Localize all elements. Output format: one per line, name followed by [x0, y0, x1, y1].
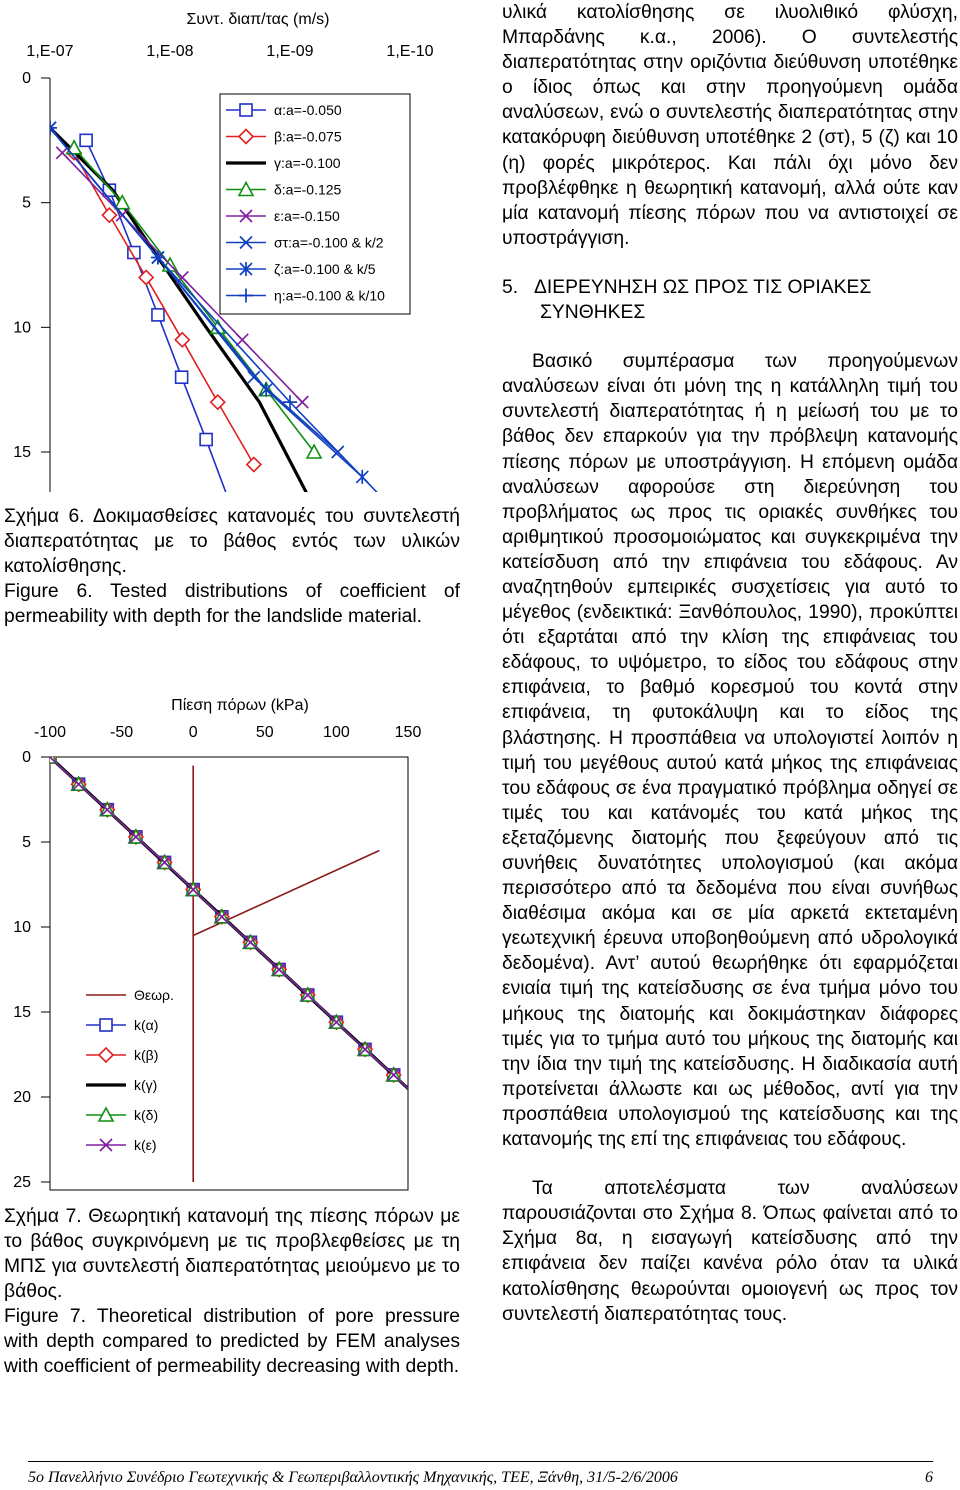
- legend-label: ε:a=-0.150: [274, 208, 340, 224]
- data-point: [445, 1122, 457, 1134]
- y-tick-label: 0: [22, 70, 31, 87]
- figure-7-caption-english: Figure 7. Theoretical distribution of pore pressure with depth compared to predicted by FEM analyses with coefficient of permeability decreasing with depth.: [4, 1306, 460, 1377]
- data-point: [416, 1096, 428, 1108]
- legend-label: k(γ): [134, 1077, 158, 1093]
- right-column-text: [502, 0, 958, 1327]
- y-tick-label: 5: [22, 194, 31, 212]
- data-point: [444, 1121, 458, 1135]
- y-tick-label: 15: [13, 1004, 31, 1021]
- data-point: [415, 1095, 429, 1109]
- x-tick-label: 100: [323, 724, 350, 741]
- data-point: [416, 1096, 428, 1108]
- x-tick-label: 1,E-10: [386, 43, 434, 60]
- footer-conference: 5ο Πανελλήνιο Συνέδριο Γεωτεχνικής & Γεωπεριβαλλοντικής Μηχανικής, ΤΕΕ, Ξάνθη, 31/5-2/6/2006: [28, 1469, 678, 1486]
- section-title-line-1: ΔΙΕΡΕΥΝΗΣΗ ΩΣ ΠΡΟΣ ΤΙΣ ΟΡΙΑΚΕΣ: [534, 276, 872, 298]
- legend-label: k(δ): [134, 1107, 159, 1123]
- legend-label: β:a=-0.075: [274, 128, 342, 145]
- footer-divider: [28, 1461, 933, 1462]
- data-point: [415, 1095, 429, 1108]
- x-tick-label: 1,E-09: [266, 43, 314, 60]
- legend-label: γ:a=-0.100: [274, 155, 341, 171]
- y-tick-label: 5: [22, 834, 31, 851]
- legend-swatch-marker: [100, 1019, 112, 1031]
- page-number: 6: [925, 1469, 933, 1486]
- section-number: 5.: [502, 276, 519, 298]
- x-tick-label: 1,E-08: [146, 43, 194, 60]
- x-tick-label: 0: [188, 724, 198, 741]
- y-tick-label: 10: [13, 919, 31, 936]
- section-5-heading: [502, 275, 958, 325]
- data-point: [474, 1149, 480, 1161]
- legend-label: δ:a=-0.125: [274, 181, 342, 198]
- data-point: [473, 1148, 480, 1162]
- legend-label: α:a=-0.050: [274, 102, 342, 118]
- legend-label: k(ε): [134, 1137, 157, 1153]
- chart-title: Συντ. διαπ/τας (m/s): [186, 11, 330, 28]
- x-tick-label: -50: [110, 724, 134, 741]
- legend-label: ζ:a=-0.100 & k/5: [274, 261, 376, 277]
- data-point: [444, 1121, 458, 1134]
- paragraph-2: Βασικό συμπέρασμα των προηγούμενων αναλύσεων είναι ότι μόνη της η κατάλληλη τιμή του συντελεστή διαπερατότητας ή η μείωσή του με το βάθος δεν επαρκούν για την πρόβλεψη κατανομής πίεσης πόρων με υποστράγγιση. Η επόμενη ομάδα αναλύσεων αφορούσε στη διερεύνηση του προβλήματος ως προς τις οριακές συνθήκες του αριθμητικού προσομοιώματος και συγκεκριμένα την κατείσδυση από την επιφάνεια του εδάφους. Αν αναζητηθούν εμπειρικές συσχετίσεις για αυτό το μέγεθος (ενδεικτικά: Ξανθόπουλος, 1990), προκύπτει ότι εξαρτάται από την κλίση της επιφάνειας του εδάφους, το υψόμετρο, το είδος του εδάφους στην επιφάνεια, το βαθμό κορεσμού του κοντά στην επιφάνεια, τη φυτοκάλυψη και το είδος της βλάστησης. Η προσπάθεια να υπολογιστεί λοιπόν η τιμή του μεγέθους αυτού κατά μήκος της επιφάνειας του εδάφους σε ένα πραγματικό πρόβλημα οδηγεί σε τιμές του και κατάνομές του κατά μήκος της εξεταζόμενης διατομής που ξεφεύγουν από τις συνήθεις δυνατότητες υπολογισμού (και ακόμα περισσότερο από τα δεδομένα που είναι συνήθως διαθέσιμα ακόμα και σε μία αρκετά εκτεταμένη γεωτεχνική έρευνα υποβοηθούμενη από υδρολογικά δεδομένα). Αντ’ αυτού θεωρήθηκε ότι εφαρμόζεται ενιαία τιμή της κατείσδυσης σε ένα τμήμα μόνο του μήκους της διατομής και δοκιμάστηκαν διάφορες τιμές για το τμήμα αυτό του μήκους της διατομής και την ίδια την τιμή της κατείσδυσης. Η διαδικασία αυτή προτείνεται άλλωστε και ως μέθοδος, αντί για την προσπάθεια υπολογισμού της κατείσδυσης και της κατανομής της επί της επιφάνειας του εδάφους.: [502, 351, 958, 1151]
- data-point: [445, 1122, 457, 1134]
- x-tick-label: -100: [33, 724, 67, 741]
- figure-7-caption-greek: Σχήμα 7. Θεωρητική κατανομή της πίεσης πόρων με το βάθος συγκρινόμενη με τις προβλεφθείσες με τη ΜΠΣ για συντελεστή διαπερατότητας μειούμενο με το βάθος.: [4, 1206, 460, 1302]
- y-tick-label: 0: [22, 749, 31, 766]
- section-title-line-2: ΣΥΝΘΗΚΕΣ: [540, 302, 646, 324]
- paragraph-3: Τα αποτελέσματα των αναλύσεων παρουσιάζονται στο Σχήμα 8. Όπως φαίνεται από το Σχήμα 8α, η εισαγωγή κατείσδυσης από την επιφάνεια δεν παίζει κανένα ρόλο όταν τα υλικά κατολίσθησης θεωρούνται ομοιογενή ως προς τον συντελεστή διαπερατότητας τους.: [502, 1178, 958, 1325]
- y-tick-label: 15: [13, 444, 31, 461]
- legend-label: k(β): [134, 1047, 159, 1063]
- x-tick-label: 50: [255, 724, 274, 741]
- legend-label: k(α): [134, 1017, 159, 1033]
- figure-6-caption-english: Figure 6. Tested distributions of coefficient of permeability with depth for the landslide material.: [4, 581, 460, 627]
- y-tick-label: 20: [13, 1089, 31, 1106]
- page-footer: [28, 1468, 933, 1488]
- data-point: [473, 1148, 480, 1161]
- data-point: [474, 1149, 480, 1161]
- x-tick-label: 1,E-07: [26, 43, 74, 60]
- chart-title: Πίεση πόρων (kPa): [171, 697, 309, 714]
- x-tick-label: 150: [394, 724, 422, 741]
- pore-pressure-depth-chart: [0, 0, 480, 1200]
- y-tick-label: 25: [13, 1174, 31, 1191]
- figure-7-caption: [4, 1204, 460, 1379]
- legend-label: Θεωρ.: [134, 987, 174, 1003]
- y-tick-label: 10: [13, 319, 31, 337]
- paragraph-1: υλικά κατολίσθησης σε ιλυολιθικό φλύσχη, Μπαρδάνης κ.α., 2006). Ο συντελεστής διαπερατότητας στην οριζόντια διεύθυνση υποτέθηκε ο ίδιος όπως και στην προηγούμενη ομάδα αναλύσεων, ενώ ο συντελεστής διαπερατότητας στην κατακόρυφη διεύθυνση υποτέθηκε 2 (στ), 5 (ζ) και 10 (η) φορές μικρότερος. Και πάλι όχι μόνο δεν προβλέφθηκε η θεωρητική κατανομή, αλλά ούτε καν μία κατανομή πίεσης πόρων που να αντιστοιχεί σε υποστράγγιση.: [502, 2, 958, 249]
- legend-label: στ:a=-0.100 & k/2: [274, 234, 384, 251]
- figure-6-caption-greek: Σχήμα 6. Δοκιμασθείσες κατανομές του συντελεστή διαπερατότητας με το βάθος εντός των υλικών κατολίσθησης.: [4, 506, 460, 577]
- legend-label: η:a=-0.100 & k/10: [274, 287, 385, 304]
